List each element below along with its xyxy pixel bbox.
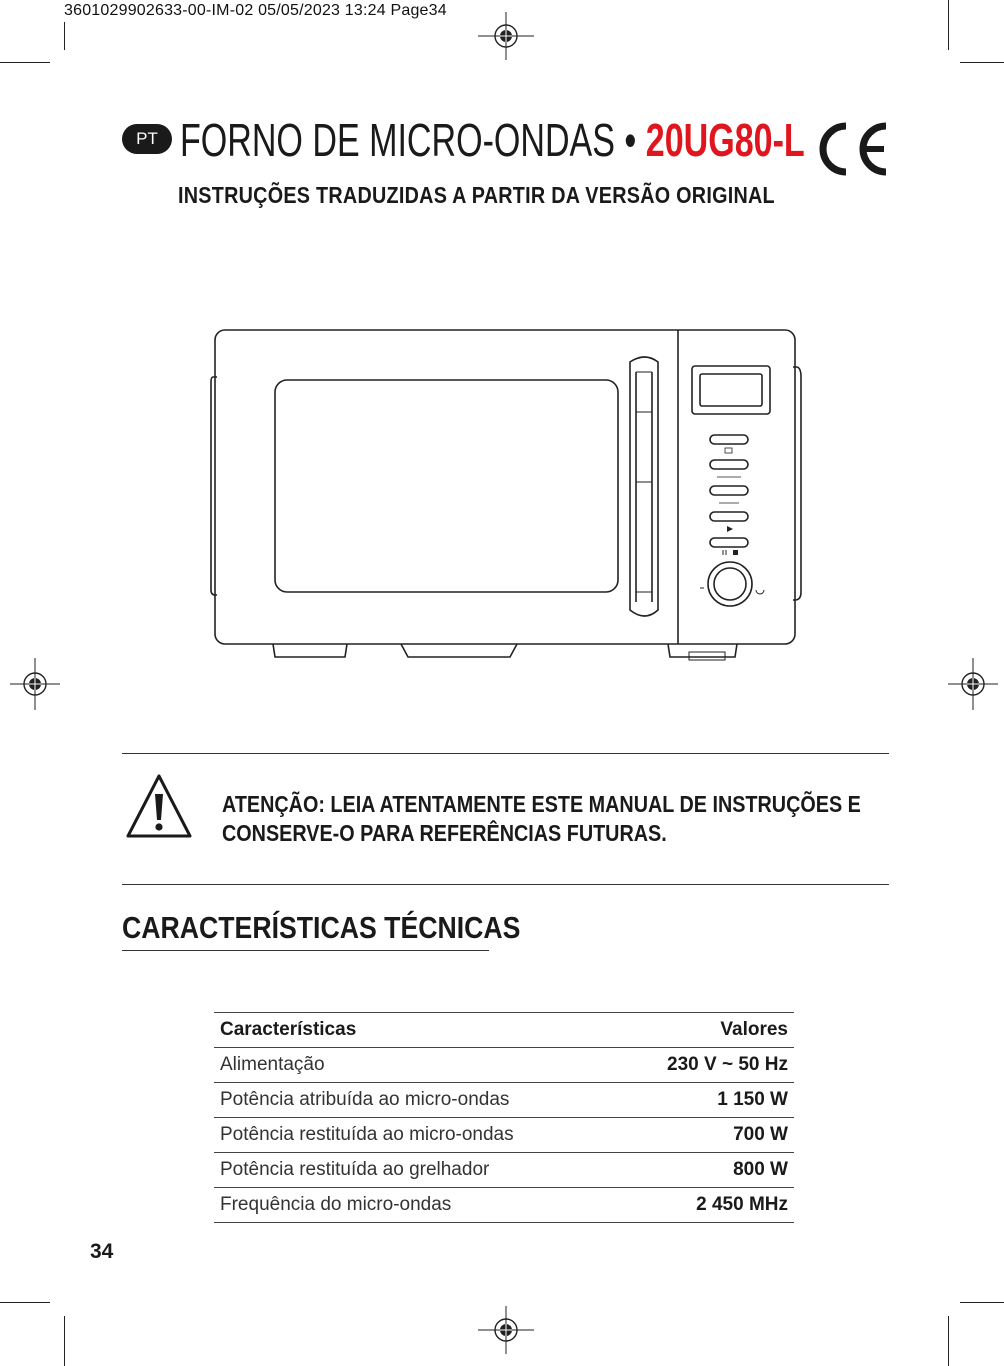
specs-table xyxy=(214,1012,794,1223)
title-main: FORNO DE MICRO-ONDAS • xyxy=(180,114,646,166)
crop-mark xyxy=(64,1316,65,1366)
spec-label: Potência restituída ao micro-ondas xyxy=(214,1118,618,1153)
table-row xyxy=(214,1048,794,1083)
table-header-row xyxy=(214,1013,794,1048)
warning-triangle-icon xyxy=(124,772,194,840)
section-title: CARACTERÍSTICAS TÉCNICAS xyxy=(122,910,521,945)
spec-label: Frequência do micro-ondas xyxy=(214,1188,618,1223)
crop-mark xyxy=(960,62,1004,63)
page-number: 34 xyxy=(90,1240,114,1263)
spec-value: 230 V ~ 50 Hz xyxy=(618,1048,794,1083)
divider xyxy=(122,884,889,885)
crop-mark xyxy=(64,22,65,50)
spec-value: 2 450 MHz xyxy=(618,1188,794,1223)
subtitle: INSTRUÇÕES TRADUZIDAS A PARTIR DA VERSÃO ORIGINAL xyxy=(178,182,775,208)
table-row xyxy=(214,1118,794,1153)
registration-mark-icon xyxy=(948,658,998,710)
column-header-label: Características xyxy=(214,1013,618,1048)
spec-label: Potência atribuída ao micro-ondas xyxy=(214,1083,618,1118)
table-row xyxy=(214,1083,794,1118)
spec-value: 1 150 W xyxy=(618,1083,794,1118)
warning-line-2: CONSERVE-O PARA REFERÊNCIAS FUTURAS. xyxy=(222,820,667,846)
microwave-illustration xyxy=(205,322,805,667)
spec-label: Alimentação xyxy=(214,1048,618,1083)
warning-text xyxy=(222,790,861,848)
spec-label: Potência restituída ao grelhador xyxy=(214,1153,618,1188)
spec-value: 700 W xyxy=(618,1118,794,1153)
ce-mark-icon xyxy=(814,120,890,178)
table-row xyxy=(214,1188,794,1223)
crop-mark xyxy=(948,0,949,50)
language-badge: PT xyxy=(122,124,172,154)
print-header: 3601029902633-00-IM-02 05/05/2023 13:24 Page34 xyxy=(64,2,447,19)
spec-value: 800 W xyxy=(618,1153,794,1188)
registration-mark-icon xyxy=(478,12,534,60)
section-title-underline xyxy=(122,950,489,951)
crop-mark xyxy=(948,1316,949,1366)
crop-mark xyxy=(0,1302,50,1303)
crop-mark xyxy=(960,1302,1004,1303)
column-header-value: Valores xyxy=(618,1013,794,1048)
crop-mark xyxy=(0,62,50,63)
registration-mark-icon xyxy=(10,658,60,710)
divider xyxy=(122,753,889,754)
table-row xyxy=(214,1153,794,1188)
warning-line-1: ATENÇÃO: LEIA ATENTAMENTE ESTE MANUAL DE INSTRUÇÕES E xyxy=(222,791,861,817)
registration-mark-icon xyxy=(478,1306,534,1354)
model-number: 20UG80-L xyxy=(645,114,805,166)
page-title xyxy=(180,110,805,170)
